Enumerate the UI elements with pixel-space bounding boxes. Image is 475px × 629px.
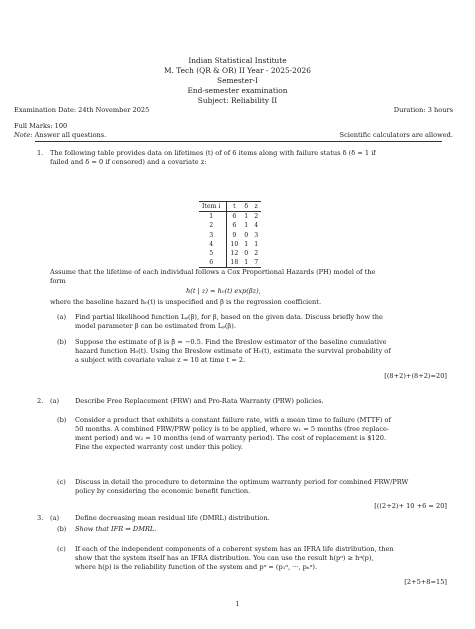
q1b-line-2: hazard function H₀(t). Using the Breslow estimate of H₀(t), estimate the survival probability of: [75, 347, 391, 355]
q2c-label: (c): [57, 478, 66, 486]
table-cell: 9: [232, 231, 237, 239]
q1b-label: (b): [57, 338, 67, 346]
table-cell: 4: [254, 222, 259, 230]
q2-number: 2.: [37, 397, 44, 405]
q2a-line-1: Describe Free Replacement (FRW) and Pro-Rata Warranty (PRW) policies.: [75, 397, 324, 405]
table-cell: 2: [254, 213, 259, 221]
q2b-line-1: Consider a product that exhibits a constant failure rate, with a mean time to failure (MTTF) of: [75, 416, 391, 424]
q2b-line-2: 50 months. A combined FRW/PRW policy is to be applied, where w₁ = 5 months (free replace-: [75, 425, 390, 433]
table-cell: 2: [254, 250, 259, 258]
table-cell: 1: [254, 240, 259, 248]
q2-marks: [((2+2)+ 10 +6 = 20]: [374, 502, 447, 510]
subject-line: Subject: Reliability II: [197, 96, 278, 105]
q2b-line-4: Fine the expected warranty cost under this policy.: [75, 443, 243, 451]
cox-ph-formula: h(t | z) = h₀(t) exp(βz),: [186, 287, 261, 295]
table-row: [199, 221, 261, 230]
q2a-label: (a): [50, 397, 60, 405]
table-cell: 4: [199, 240, 227, 249]
table-cell: 3: [199, 231, 227, 240]
table-row: [199, 258, 261, 268]
table-cell: 1: [244, 213, 249, 221]
table-cell: 18: [227, 258, 241, 268]
table-cell: 7: [251, 258, 261, 268]
table-cell: 1: [244, 222, 249, 230]
note-label: Note:: [14, 131, 33, 139]
table-row: [199, 231, 261, 240]
exam-date: Examination Date: 24th November 2025: [14, 106, 150, 114]
semester-line: Semester-I: [217, 76, 258, 85]
note-text: Answer all questions.: [34, 131, 107, 139]
table-cell: 2: [199, 221, 227, 230]
q1-assume-line-2: form: [50, 277, 66, 285]
table-cell: 5: [199, 249, 227, 258]
q1-intro-line-2: failed and δ = 0 if censored) and a covariate z:: [50, 158, 207, 166]
q3b-line-1: Show that IFR ⇒ DMRL.: [75, 525, 157, 533]
table-header-row: [199, 202, 261, 212]
q1a-line-1: Find partial likelihood function Lₚ(β), for β, based on the given data. Discuss briefly how the: [75, 313, 383, 321]
table-cell: 3: [254, 231, 259, 239]
table-cell: 6: [232, 213, 237, 221]
q1-intro-line-1: The following table provides data on lifetimes (t) of of 6 items along with failure status δ (δ = 1 if: [50, 149, 376, 157]
q1b-line-1: Suppose the estimate of β is β̂ = −0.5. Find the Breslow estimator of the baseline cumulative: [75, 338, 387, 346]
table-header-cell: Item i: [199, 202, 227, 212]
q1-number: 1.: [37, 149, 44, 157]
q3a-label: (a): [50, 514, 60, 522]
q1-where-line: where the baseline hazard h₀(t) is unspecified and β is the regression coefficient.: [50, 298, 322, 306]
q3c-label: (c): [57, 545, 66, 553]
table-cell: 0: [244, 250, 249, 258]
table-row: [199, 212, 261, 222]
q3-number: 3.: [37, 514, 44, 522]
table-cell: 6: [232, 222, 237, 230]
q3c-line-3: where h(p) is the reliability function of the system and pᵅ = (p₁ᵅ, ···, pₙᵅ).: [75, 563, 318, 571]
table-row: [199, 249, 261, 258]
exam-duration: Duration: 3 hours: [393, 106, 453, 114]
q1b-line-3: a subject with covariate value z = 10 at time t = 2.: [75, 356, 246, 364]
exam-type-line: End-semester examination: [187, 86, 288, 95]
data-table: [199, 201, 261, 268]
full-marks: Full Marks: 100: [14, 122, 68, 130]
q2c-line-2: policy by considering the economic benefit function.: [75, 487, 251, 495]
note-line: [14, 131, 106, 139]
q1a-line-2: model parameter β can be estimated from Lₚ(β).: [75, 322, 236, 330]
q2b-line-3: ment period) and w₂ = 10 months (end of warranty period). The cost of replacement is $120.: [75, 434, 387, 442]
q1-assume-line-1: Assume that the lifetime of each individual follows a Cox Proportional Hazards (PH) model of the: [50, 268, 376, 276]
q1a-label: (a): [57, 313, 67, 321]
table-cell: 1: [244, 240, 249, 248]
institute-name: Indian Statistical Institute: [188, 56, 287, 65]
table-header-cell: t: [227, 202, 241, 212]
table-row: [199, 240, 261, 249]
q2c-line-1: Discuss in detail the procedure to determine the optimum warranty period for combined FRW/PRW: [75, 478, 409, 486]
q3c-line-2: show that the system itself has an IFRA distribution. You can use the result h(pᵅ) ≥ hᵅ(p),: [75, 554, 374, 562]
q3-marks: [2+5+8=15]: [404, 578, 447, 586]
table-cell: 1: [199, 212, 227, 222]
q3a-line-1: Define decreasing mean residual life (DMRL) distribution.: [75, 514, 270, 522]
program-line: M. Tech (QR & OR) II Year - 2025-2026: [164, 66, 311, 75]
table-header-cell: δ: [241, 202, 251, 212]
table-cell: 12: [230, 250, 239, 258]
table-cell: 0: [244, 231, 249, 239]
table-cell: 10: [230, 240, 239, 248]
header-divider: [35, 141, 442, 142]
q2b-label: (b): [57, 416, 67, 424]
table-cell: 1: [241, 258, 251, 268]
q3c-line-1: If each of the independent components of a coherent system has an IFRA life distribution, then: [75, 545, 394, 553]
q1-marks: [(8+2)+(8+2)=20]: [384, 372, 447, 380]
page-number: 1: [235, 600, 240, 608]
calculator-note: Scientific calculators are allowed.: [339, 131, 453, 139]
q3b-label: (b): [57, 525, 67, 533]
table-cell: 6: [199, 258, 227, 268]
table-header-cell: z: [251, 202, 261, 212]
